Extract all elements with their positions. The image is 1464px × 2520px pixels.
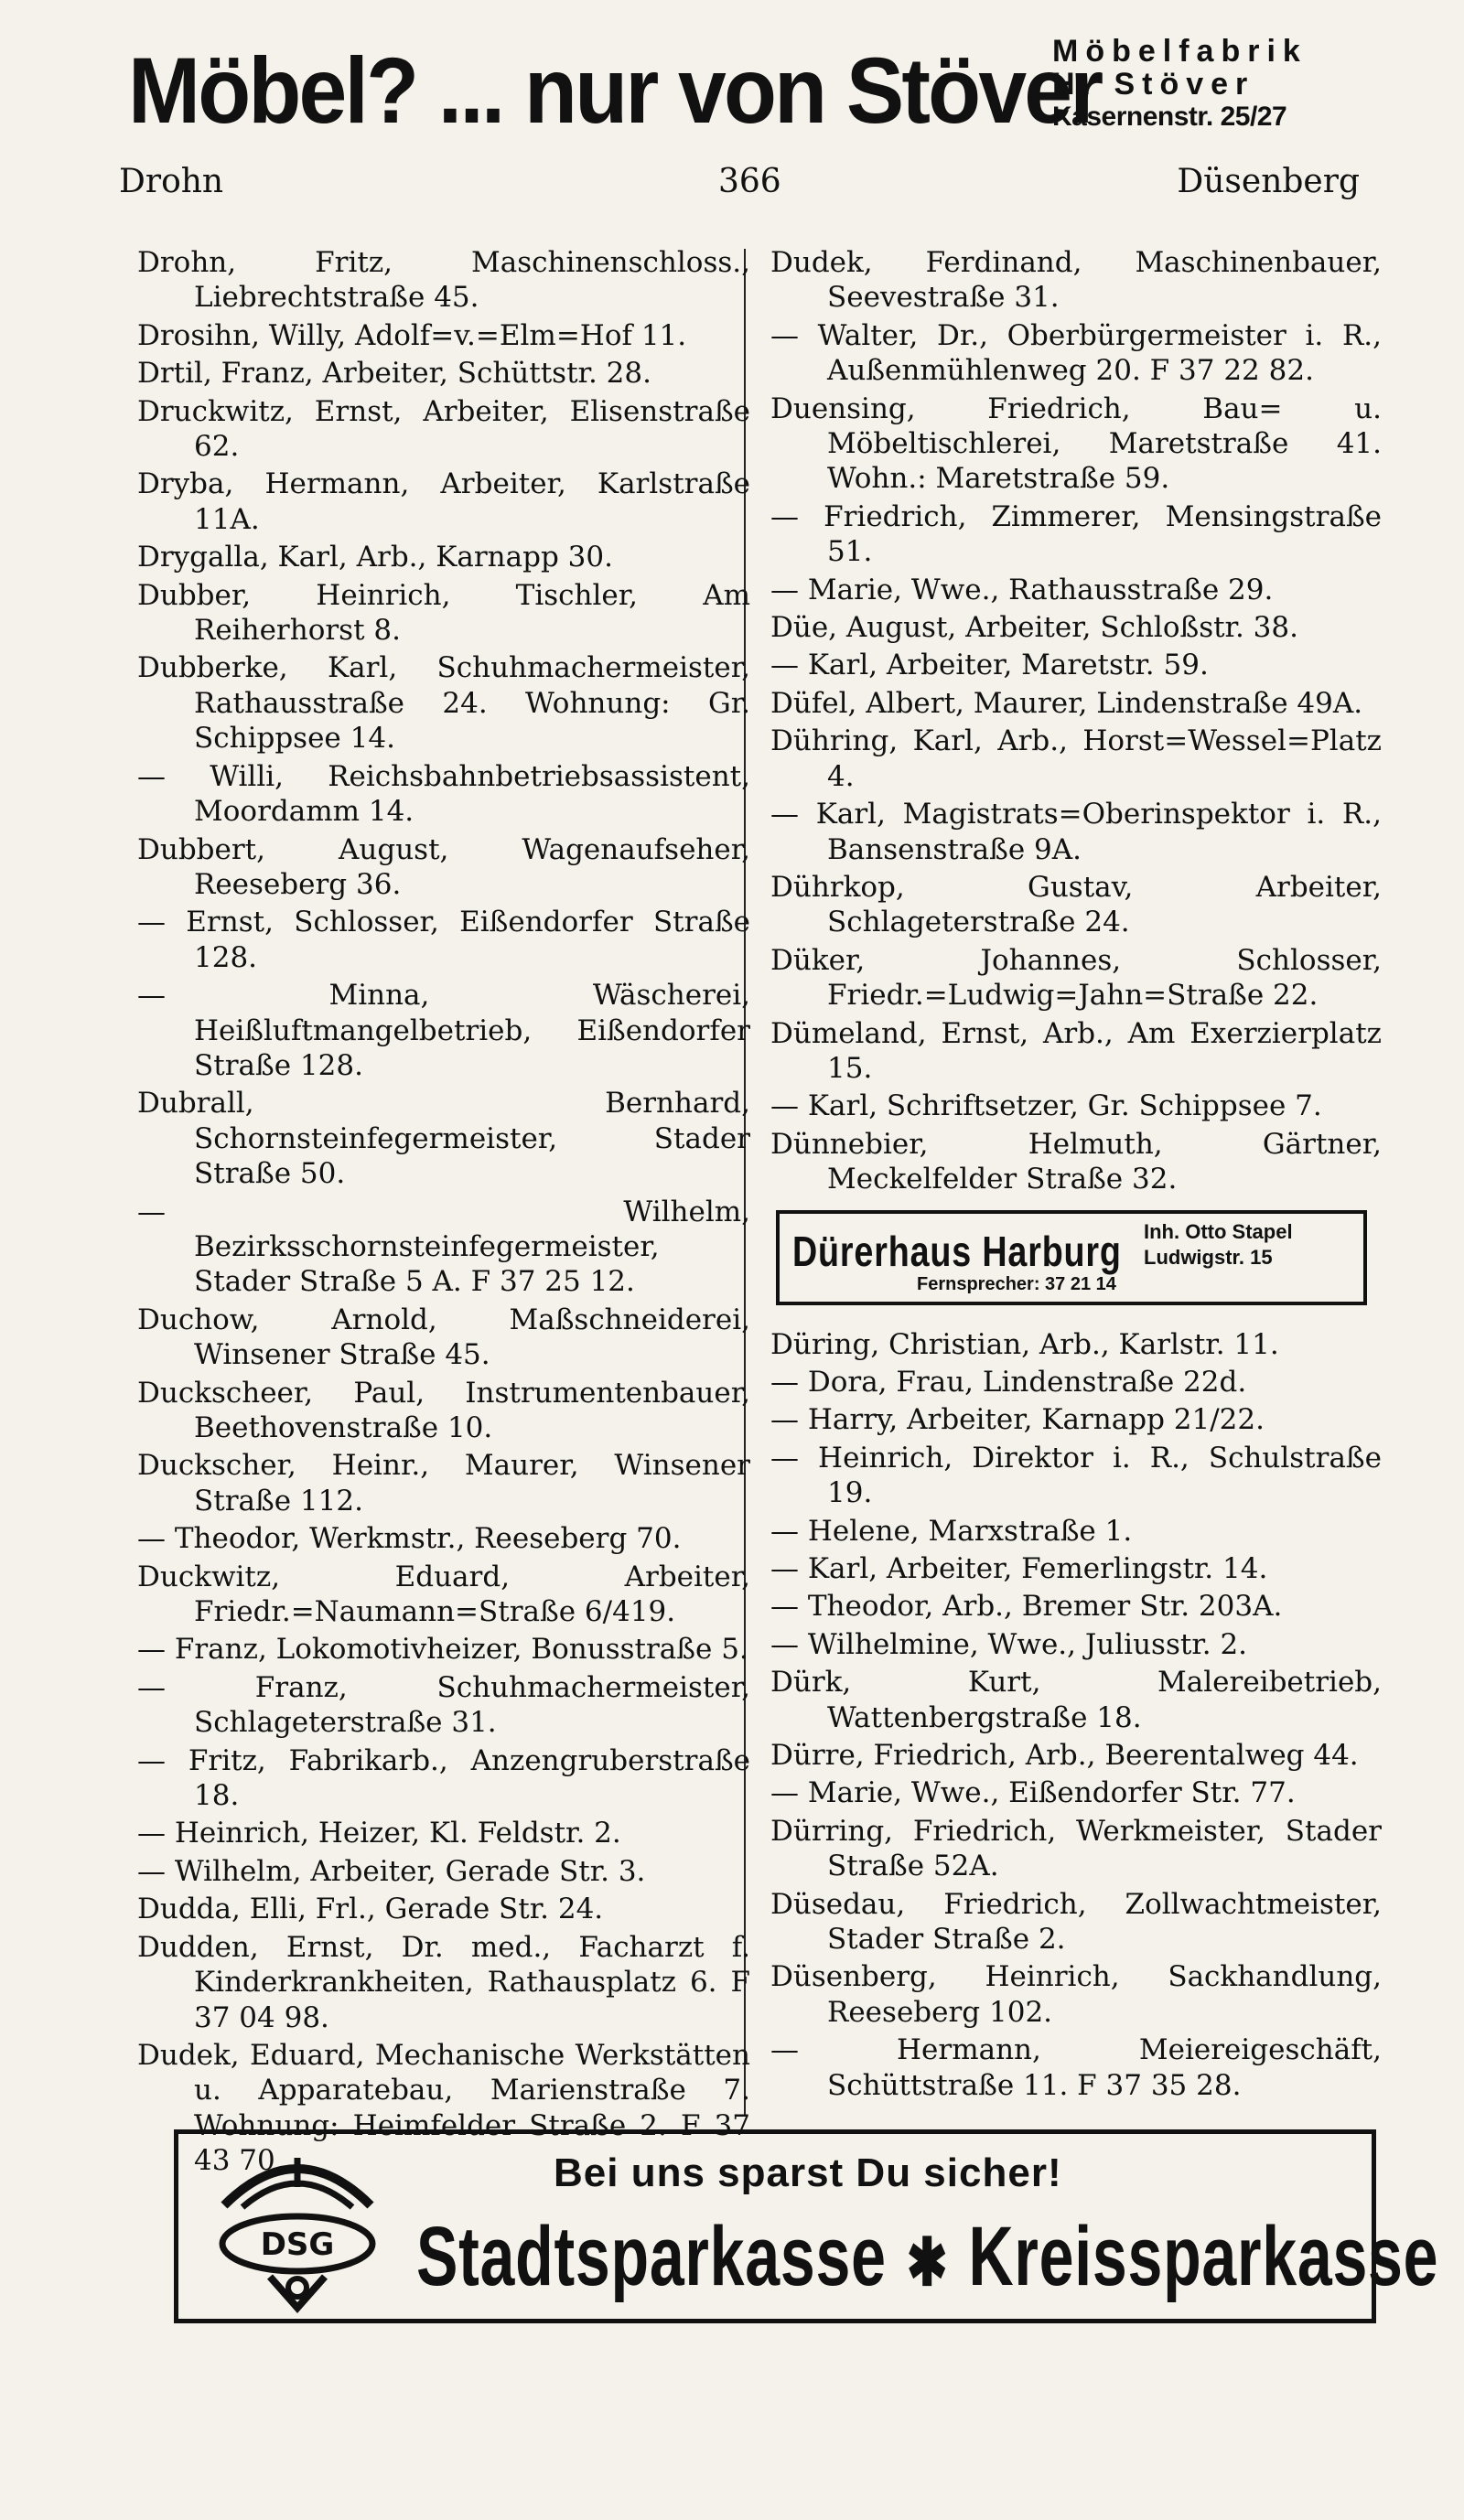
- directory-entry: — Theodor, Arb., Bremer Str. 203A.: [770, 1590, 1283, 1624]
- sparkasse-slogan: Bei uns sparst Du sicher!: [554, 2150, 1062, 2195]
- directory-entry: Duckscher, Heinr., Maurer, Winsener Straße 112.: [137, 1449, 750, 1517]
- company-name-line1: Möbelfabrik: [1052, 34, 1308, 69]
- sparkasse-ad: [174, 2129, 1439, 2323]
- directory-entry: Dühring, Karl, Arb., Horst=Wessel=Platz 4.: [770, 724, 1382, 793]
- directory-entry: Dubrall, Bernhard, Schornsteinfegermeister, Stader Straße 50.: [137, 1087, 750, 1191]
- directory-entry: Dudek, Eduard, Mechanische Werkstätten u. Apparatebau, Marienstraße 7. Wohnung: Heimfelder Straße 2. F 37 43 70.: [137, 2038, 750, 2178]
- right-column-bottom-entries: [770, 1327, 1382, 2104]
- directory-entry: Dudda, Elli, Frl., Gerade Str. 24.: [137, 1893, 604, 1926]
- page-number: 366: [718, 163, 781, 200]
- directory-entry: — Ernst, Schlosser, Eißendorfer Straße 128.: [137, 906, 750, 974]
- directory-entry: — Karl, Magistrats=Oberinspektor i. R., Bansenstraße 9A.: [770, 798, 1382, 866]
- directory-entry: Drohn, Fritz, Maschinenschloss., Liebrechtstraße 45.: [137, 246, 750, 315]
- company-address: Kasernenstr. 25/27: [1052, 102, 1287, 132]
- directory-entry: Drygalla, Karl, Arb., Karnapp 30.: [137, 541, 613, 574]
- directory-entry: — Minna, Wäscherei, Heißluftmangelbetrieb, Eißendorfer Straße 128.: [137, 979, 750, 1082]
- directory-entry: Dryba, Hermann, Arbeiter, Karlstraße 11A.: [137, 467, 750, 536]
- directory-entry: Dünnebier, Helmuth, Gärtner, Meckelfelder Straße 32.: [770, 1127, 1382, 1196]
- directory-entry: Drosihn, Willy, Adolf=v.=Elm=Hof 11.: [137, 318, 687, 352]
- directory-entry: Druckwitz, Ernst, Arbeiter, Elisenstraße 62.: [137, 394, 750, 464]
- directory-entry: — Heinrich, Heizer, Kl. Feldstr. 2.: [137, 1817, 621, 1850]
- durerhaus-owner-line1: Inh. Otto Stapel: [1144, 1219, 1293, 1243]
- durerhaus-ad: [776, 1210, 1367, 1305]
- directory-entry: — Fritz, Fabrikarb., Anzengruberstraße 18.: [137, 1743, 750, 1813]
- directory-entry: — Karl, Schriftsetzer, Gr. Schippsee 7.: [770, 1089, 1322, 1123]
- directory-entry: — Hermann, Meiereigeschäft, Schüttstraße 11. F 37 35 28.: [770, 2033, 1382, 2102]
- directory-entry: Dubbert, August, Wagenaufseher, Reeseberg 36.: [137, 832, 750, 901]
- directory-entry: — Franz, Lokomotivheizer, Bonusstraße 5.: [137, 1633, 748, 1667]
- directory-entry: — Friedrich, Zimmerer, Mensingstraße 51.: [770, 499, 1382, 569]
- right-column-top-entries: [770, 245, 1382, 1197]
- directory-entry: Düker, Johannes, Schlosser, Friedr.=Ludwig=Jahn=Straße 22.: [770, 943, 1382, 1013]
- sparkasse-emblem-icon: [206, 2141, 389, 2320]
- directory-entry: — Wilhelmine, Wwe., Juliusstr. 2.: [770, 1627, 1248, 1661]
- durerhaus-owner-line2: Ludwigstr. 15: [1144, 1245, 1273, 1269]
- directory-entry: — Franz, Schuhmachermeister, Schlageterstraße 31.: [137, 1670, 750, 1740]
- directory-entry: — Walter, Dr., Oberbürgermeister i. R., Außenmühlenweg 20. F 37 22 82.: [770, 318, 1382, 388]
- directory-entry: Dürk, Kurt, Malereibetrieb, Wattenbergstraße 18.: [770, 1666, 1382, 1734]
- directory-entry: Düring, Christian, Arb., Karlstr. 11.: [770, 1327, 1279, 1361]
- directory-entry: — Dora, Frau, Lindenstraße 22d.: [770, 1365, 1247, 1399]
- sparkasse-banks: [416, 2209, 1438, 2305]
- directory-entry: Dubberke, Karl, Schuhmachermeister, Rathausstraße 24. Wohnung: Gr. Schippsee 14.: [137, 651, 750, 756]
- directory-entry: — Wilhelm, Bezirksschornsteinfegermeister, Stader Straße 5 A. F 37 25 12.: [137, 1195, 750, 1299]
- directory-entry: Duensing, Friedrich, Bau= u. Möbeltischlerei, Maretstraße 41. Wohn.: Maretstraße 59.: [770, 391, 1382, 496]
- star-separator-icon: ✱: [906, 2226, 949, 2300]
- directory-entry: Düsedau, Friedrich, Zollwachtmeister, Stader Straße 2.: [770, 1887, 1382, 1957]
- directory-entry: — Helene, Marxstraße 1.: [770, 1514, 1133, 1548]
- masthead-slogan: Möbel? ... nur von Stöver: [128, 38, 1102, 143]
- directory-entry: — Theodor, Werkmstr., Reeseberg 70.: [137, 1522, 682, 1556]
- directory-entry: Dudek, Ferdinand, Maschinenbauer, Seevestraße 31.: [770, 246, 1382, 315]
- directory-entry: Düsenberg, Heinrich, Sackhandlung, Reeseberg 102.: [770, 1960, 1382, 2029]
- durerhaus-owner: [1144, 1219, 1293, 1271]
- masthead-company: [1052, 35, 1354, 134]
- running-head-last-entry: Düsenberg: [1177, 163, 1360, 200]
- directory-entry: Duckwitz, Eduard, Arbeiter, Friedr.=Naumann=Straße 6/419.: [137, 1560, 750, 1629]
- durerhaus-name: Dürerhaus Harburg: [792, 1227, 1122, 1275]
- directory-entry: — Heinrich, Direktor i. R., Schulstraße 19.: [770, 1441, 1382, 1510]
- directory-entry: Dürre, Friedrich, Arb., Beerentalweg 44.: [770, 1739, 1359, 1773]
- directory-entry: — Marie, Wwe., Eißendorfer Str. 77.: [770, 1776, 1296, 1810]
- directory-entry: Drtil, Franz, Arbeiter, Schüttstr. 28.: [137, 357, 651, 391]
- right-column: [770, 245, 1382, 2106]
- directory-entry: Duckscheer, Paul, Instrumentenbauer, Beethovenstraße 10.: [137, 1376, 750, 1444]
- directory-entry: Dürring, Friedrich, Werkmeister, Stader Straße 52A.: [770, 1814, 1382, 1883]
- bank-name-right: Kreissparkasse: [968, 2210, 1439, 2303]
- directory-entry: Duchow, Arnold, Maßschneiderei, Winsener Straße 45.: [137, 1303, 750, 1372]
- directory-entry: Dührkop, Gustav, Arbeiter, Schlageterstraße 24.: [770, 870, 1382, 939]
- emblem-text: DSG: [260, 2226, 335, 2263]
- directory-entry: Dubber, Heinrich, Tischler, Am Reiherhorst 8.: [137, 578, 750, 648]
- bank-name-left: Stadtsparkasse: [416, 2210, 887, 2303]
- running-head-first-entry: Drohn: [119, 163, 224, 200]
- directory-entry: Düe, August, Arbeiter, Schloßstr. 38.: [770, 611, 1298, 645]
- directory-entry: Dudden, Ernst, Dr. med., Facharzt f. Kinderkrankheiten, Rathausplatz 6. F 37 04 98.: [137, 1930, 750, 2034]
- directory-entry: Dümeland, Ernst, Arb., Am Exerzierplatz 15.: [770, 1016, 1382, 1085]
- directory-entry: — Harry, Arbeiter, Karnapp 21/22.: [770, 1403, 1265, 1437]
- directory-entry: — Willi, Reichsbahnbetriebsassistent, Moordamm 14.: [137, 759, 750, 829]
- company-name-line2: H. Stöver: [1052, 67, 1255, 102]
- left-column: [137, 245, 750, 2182]
- directory-entry: — Karl, Arbeiter, Femerlingstr. 14.: [770, 1552, 1268, 1585]
- directory-entry: Düfel, Albert, Maurer, Lindenstraße 49A.: [770, 686, 1363, 720]
- durerhaus-phone: Fernsprecher: 37 21 14: [917, 1273, 1116, 1294]
- directory-entry: — Marie, Wwe., Rathausstraße 29.: [770, 573, 1274, 606]
- masthead-ad: [128, 35, 1354, 152]
- directory-entry: — Karl, Arbeiter, Maretstr. 59.: [770, 649, 1209, 682]
- running-head: [119, 163, 1360, 209]
- directory-entry: — Wilhelm, Arbeiter, Gerade Str. 3.: [137, 1854, 646, 1888]
